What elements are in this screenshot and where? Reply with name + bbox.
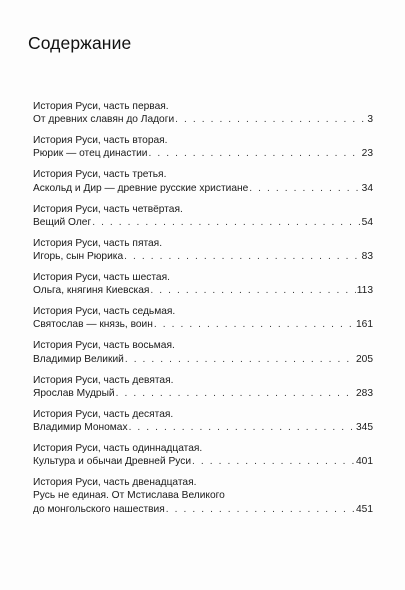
toc-title-line: Владимир Мономах [33,421,128,433]
toc-title-line: Святослав — князь, воин [33,319,153,331]
dot-leader [92,216,360,229]
toc-title-row [33,250,373,263]
toc-page-number: 34 [361,182,373,194]
toc-page-number: 401 [356,456,373,468]
toc-title-line: Владимир Великий [33,353,124,365]
toc-part-heading: История Руси, часть шестая. [33,271,170,283]
dot-leader [166,503,355,516]
toc-page-number: 345 [356,421,373,433]
toc-entry [33,134,373,161]
toc-title-row [33,387,373,400]
toc-part-heading: История Руси, часть третья. [33,169,167,181]
toc-page-number: 113 [356,285,373,297]
toc-part-heading: История Руси, часть десятая. [33,408,174,420]
toc-entry [33,100,373,127]
dot-leader [249,182,360,195]
toc-title-line: до монгольского нашествия [33,503,165,515]
toc-entry [33,442,373,469]
dot-leader [124,250,361,263]
toc-title-row [33,147,373,160]
dot-leader [175,113,366,126]
dot-leader [192,455,355,468]
dot-leader [125,353,355,366]
toc-page-number: 205 [356,353,373,365]
toc-page-number: 83 [361,251,373,263]
toc-title-line: Вещий Олег [33,216,92,228]
toc-title-line: Русь не единая. От Мстислава Великого [33,490,225,502]
toc-entry [33,374,373,401]
toc-title-row [33,182,373,195]
toc-part-heading: История Руси, часть пятая. [33,237,163,249]
toc-title-line: Культура и обычаи Древней Руси [33,456,192,468]
dot-leader [129,421,355,434]
table-of-contents [33,100,373,524]
dot-leader [149,147,361,160]
toc-page-number: 161 [356,319,373,331]
toc-title-line: Игорь, сын Рюрика [33,251,124,263]
toc-entry [33,408,373,435]
toc-part-heading: История Руси, часть девятая. [33,374,174,386]
toc-title-line: Рюрик — отец династии [33,148,148,160]
toc-title-line: Ольга, княгиня Киевская [33,285,150,297]
toc-title-row [33,503,373,516]
toc-entry [33,203,373,230]
dot-leader [150,284,355,297]
toc-page-number: 23 [361,148,373,160]
toc-page-number: 3 [367,114,373,126]
toc-part-heading: История Руси, часть четвёртая. [33,203,183,215]
toc-title-row [33,318,373,331]
toc-page-number: 451 [356,503,373,515]
page-title: Содержание [28,33,132,53]
toc-page-number: 54 [361,216,373,228]
toc-title-row [33,421,373,434]
toc-entry [33,271,373,298]
toc-entry [33,305,373,332]
toc-part-heading: История Руси, часть седьмая. [33,306,176,318]
toc-title-line: От древних славян до Ладоги [33,114,175,126]
dot-leader [154,318,355,331]
toc-entry [33,237,373,264]
toc-page-number: 283 [356,387,373,399]
toc-entry [33,168,373,195]
toc-part-heading: История Руси, часть восьмая. [33,340,175,352]
toc-title-row [33,284,373,297]
toc-entry [33,476,373,516]
toc-part-heading: История Руси, часть одиннадцатая. [33,442,203,454]
toc-part-heading: История Руси, часть вторая. [33,135,168,147]
toc-title-row [33,353,373,366]
toc-entry [33,339,373,366]
toc-title-row [33,113,373,126]
toc-title-row [33,216,373,229]
toc-title-line: Ярослав Мудрый [33,387,115,399]
toc-title-line: Аскольд и Дир — древние русские христиане [33,182,249,194]
toc-title-row [33,455,373,468]
toc-part-heading: История Руси, часть двенадцатая. [33,477,197,489]
toc-part-heading: История Руси, часть первая. [33,101,169,112]
dot-leader [116,387,355,400]
